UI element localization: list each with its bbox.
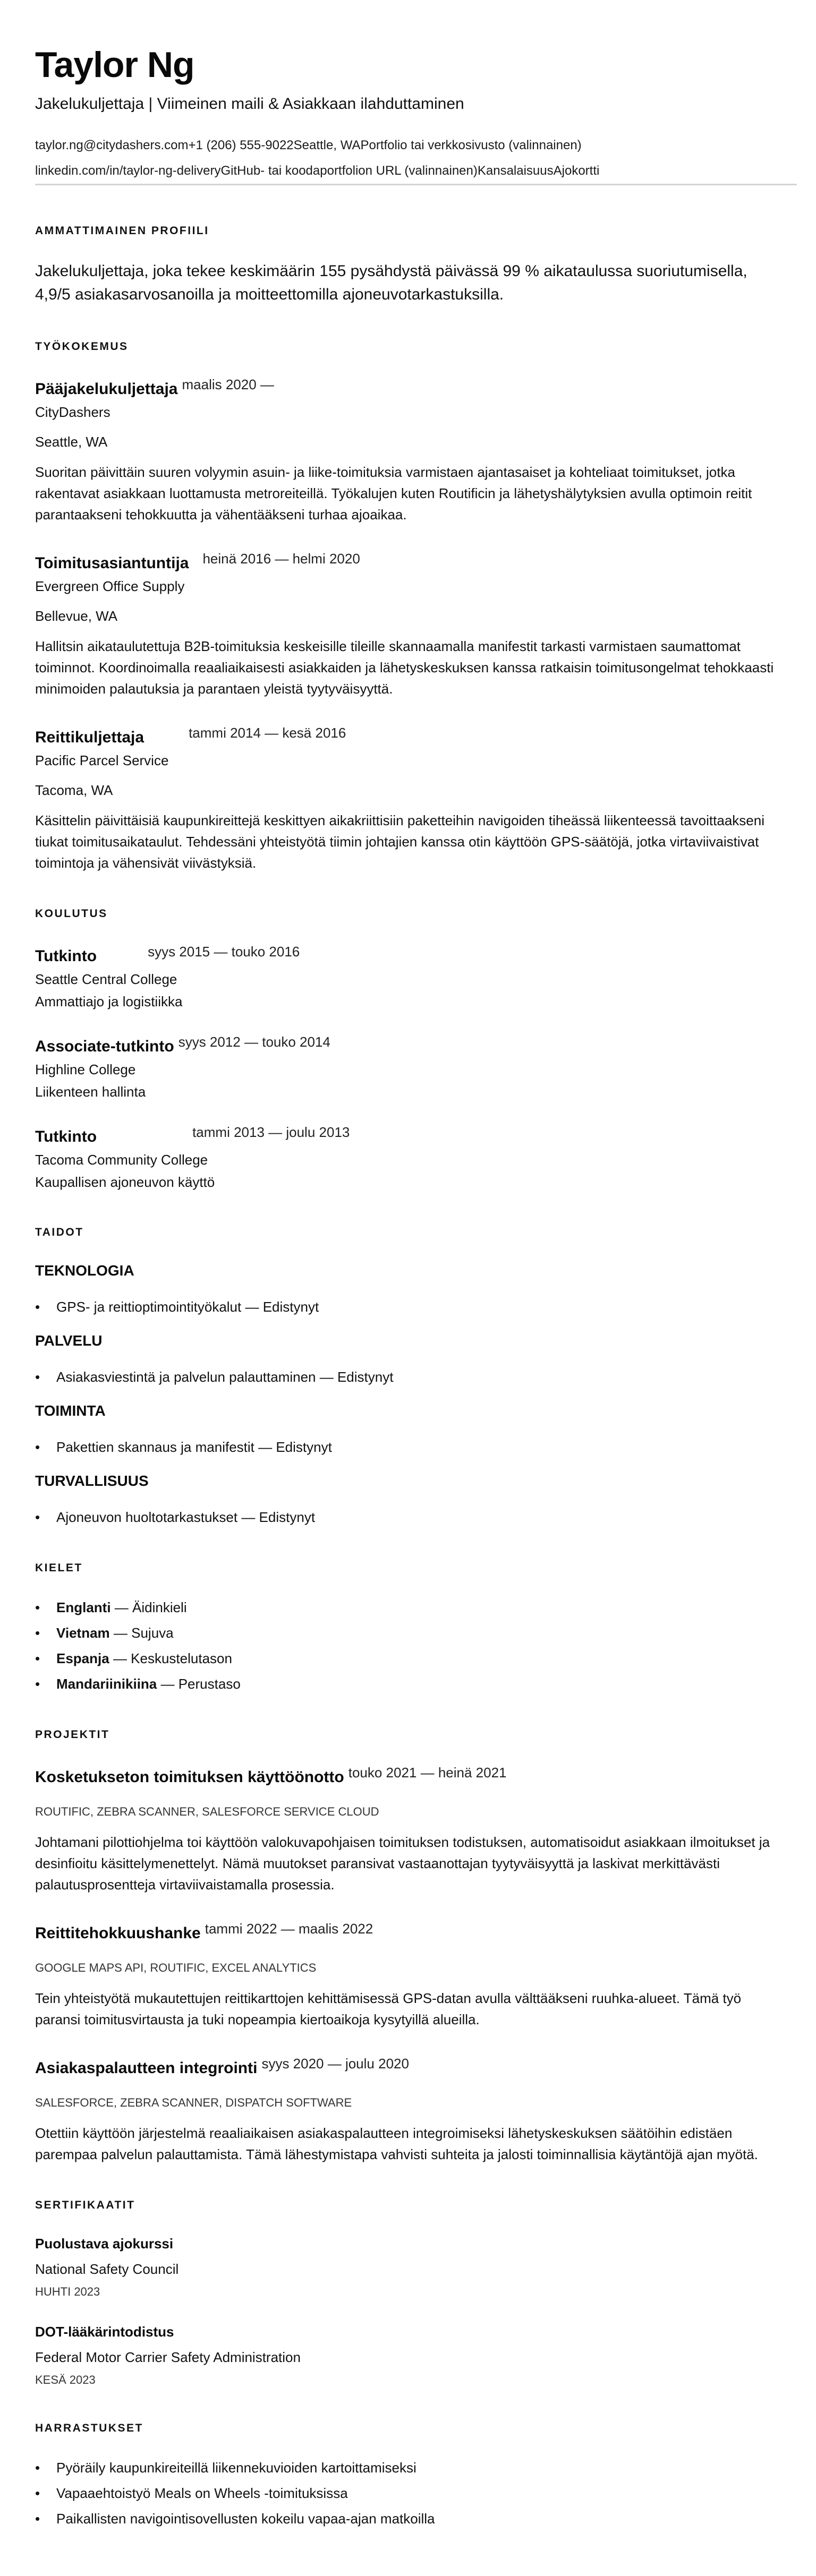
skills-section: [35, 1225, 781, 1528]
section-title-skills: TAIDOT: [35, 1226, 84, 1238]
project-dates: tammi 2022 — maalis 2022: [205, 1921, 373, 1937]
project-entry: [35, 2055, 781, 2165]
skill-group-operations: [35, 1401, 781, 1458]
contact-line-1: [35, 136, 781, 155]
job-description: Hallitsin aikataulutettuja B2B-toimituksia keskeisille tileille skannaamalla manifestit tarkasti varmistaen saumattomat toiminnot. Koordinoimalla reaaliaikaisesti asiakkaiden ja lähetyskeskuksen kanssa ratkaisin toimitusongelmat tehokkaasti minimoiden palautuksia ja parantaen yleistä tyytyväisyyttä.: [35, 638, 774, 697]
language-item: [56, 1648, 781, 1669]
language-level: — Keskustelutason: [109, 1650, 232, 1666]
field-of-study: Kaupallisen ajoneuvon käyttö: [35, 1174, 215, 1190]
section-title-hobbies: HARRASTUKSET: [35, 2422, 143, 2434]
job-location: Bellevue, WA: [35, 608, 118, 624]
certification-date: HUHTI 2023: [35, 2285, 100, 2298]
field-of-study: Ammattiajo ja logistiikka: [35, 994, 183, 1009]
projects-section: [35, 1727, 781, 2165]
section-title-projects: PROJEKTIT: [35, 1728, 110, 1741]
skill-group-safety: [35, 1471, 781, 1528]
skill-category: PALVELU: [35, 1332, 103, 1349]
section-title-certifications: SERTIFIKAATIT: [35, 2199, 135, 2211]
skill-item: • Asiakasviestintä ja palvelun palauttaminen — Edistynyt: [56, 1366, 781, 1388]
certification-entry: [35, 2234, 781, 2300]
language-name: Englanti: [56, 1599, 111, 1615]
language-item: [56, 1622, 781, 1644]
job-dates: tammi 2014 — kesä 2016: [189, 725, 346, 741]
degree-title: Associate-tutkinto: [35, 1038, 174, 1055]
degree-dates: tammi 2013 — joulu 2013: [192, 1124, 350, 1140]
job-title: Toimitusasiantuntija: [35, 554, 189, 572]
skill-item: • Pakettien skannaus ja manifestit — Edistynyt: [56, 1436, 781, 1458]
certifications-section: [35, 2198, 781, 2388]
education-entry: [35, 1123, 781, 1192]
project-tech: ROUTIFIC, ZEBRA SCANNER, SALESFORCE SERVICE CLOUD: [35, 1805, 379, 1818]
contact-location: Seattle, WA: [293, 138, 361, 152]
language-item: [56, 1597, 781, 1618]
education-entry: [35, 1033, 781, 1102]
section-title-experience: TYÖKOKEMUS: [35, 340, 129, 353]
skill-list: [35, 1436, 781, 1458]
skill-group-technology: [35, 1261, 781, 1317]
hobby-list: [35, 2457, 781, 2529]
school-name: Tacoma Community College: [35, 1152, 208, 1168]
skill-category: TOIMINTA: [35, 1402, 106, 1419]
hobbies-section: [35, 2421, 781, 2529]
certification-date: KESÄ 2023: [35, 2373, 96, 2386]
job-dates: heinä 2016 — helmi 2020: [202, 551, 360, 567]
language-name: Espanja: [56, 1650, 109, 1666]
contact-license: Ajokortti: [553, 164, 600, 178]
project-name: Asiakaspalautteen integrointi: [35, 2059, 258, 2077]
project-description: Johtamani pilottiohjelma toi käyttöön valokuvapohjaisen toimituksen todistuksen, automatisoidut asiakkaan ilmoitukset ja desinfioitu käsittelymenettelyt. Nämä muutokset paransivat vastaanottajan tyytyväisyyttä ja laskivat merkittävästi palautusprosentteja virtaviivaistamalla prosessia.: [35, 1834, 770, 1893]
field-of-study: Liikenteen hallinta: [35, 1084, 146, 1100]
project-dates: syys 2020 — joulu 2020: [261, 2056, 409, 2072]
skill-category: TURVALLISUUS: [35, 1473, 149, 1489]
skill-list: [35, 1366, 781, 1388]
job-dates: maalis 2020 —: [182, 376, 274, 392]
language-level: — Perustaso: [157, 1676, 241, 1692]
job-company: Evergreen Office Supply: [35, 578, 185, 594]
hobby-item: • Pyöräily kaupunkireiteillä liikennekuvioiden kartoittamiseksi: [56, 2457, 781, 2478]
contact-info: [35, 136, 781, 181]
skill-list: [35, 1296, 781, 1317]
job-location: Tacoma, WA: [35, 782, 113, 798]
contact-github[interactable]: GitHub- tai koodaportfolion URL (valinnainen): [220, 164, 478, 178]
contact-phone[interactable]: +1 (206) 555-9022: [188, 138, 294, 152]
project-dates: touko 2021 — heinä 2021: [348, 1765, 507, 1781]
degree-title: Tutkinto: [35, 1128, 97, 1145]
experience-entry: [35, 375, 781, 525]
section-title-education: KOULUTUS: [35, 908, 108, 920]
hobby-item: • Vapaaehtoistyö Meals on Wheels -toimituksissa: [56, 2483, 781, 2504]
skill-category: TEKNOLOGIA: [35, 1262, 134, 1279]
skill-item: • Ajoneuvon huoltotarkastukset — Edistynyt: [56, 1507, 781, 1528]
job-company: Pacific Parcel Service: [35, 752, 169, 768]
certification-issuer: Federal Motor Carrier Safety Administration: [35, 2349, 301, 2365]
hobby-item: • Paikallisten navigointisovellusten kokeilu vapaa-ajan matkoilla: [56, 2508, 781, 2529]
headline: Jakelukuljettaja | Viimeinen maili & Asiakkaan ilahduttaminen: [35, 95, 464, 113]
project-tech: SALESFORCE, ZEBRA SCANNER, DISPATCH SOFTWARE: [35, 2096, 352, 2109]
job-location: Seattle, WA: [35, 434, 108, 450]
section-title-languages: KIELET: [35, 1562, 83, 1574]
language-list: [35, 1597, 781, 1694]
experience-section: [35, 339, 781, 874]
language-name: Vietnam: [56, 1625, 110, 1641]
job-title: Reittikuljettaja: [35, 729, 144, 746]
candidate-name: Taylor Ng: [35, 45, 194, 85]
contact-line-2: [35, 161, 781, 181]
skill-item: • GPS- ja reittioptimointityökalut — Edistynyt: [56, 1296, 781, 1317]
project-description: Otettiin käyttöön järjestelmä reaaliaikaisen asiakaspalautteen integroimiseksi lähetyskeskuksen säätöihin edistäen parempaa palvelun palauttamista. Tämä lähestymistapa vahvisti suhteita ja jalosti toiminnallisia käytäntöjä ajan myötä.: [35, 2125, 758, 2162]
project-description: Tein yhteistyötä mukautettujen reittikarttojen kehittämisessä GPS-datan avulla välttääkseni ruuhka-alueet. Tämä työ paransi toimitusvirtausta ja tuki nopeampia kiertoaikoja kysytyillä alueilla.: [35, 1990, 742, 2027]
job-title: Pääjakelukuljettaja: [35, 380, 178, 398]
project-name: Kosketukseton toimituksen käyttöönotto: [35, 1768, 344, 1786]
certification-name: DOT-lääkärintodistus: [35, 2324, 174, 2340]
degree-title: Tutkinto: [35, 947, 97, 965]
contact-email[interactable]: taylor.ng@citydashers.com: [35, 138, 189, 152]
degree-dates: syys 2015 — touko 2016: [148, 944, 300, 960]
school-name: Seattle Central College: [35, 971, 177, 987]
experience-entry: [35, 550, 781, 699]
certification-entry: [35, 2322, 781, 2388]
project-name: Reittitehokkuushanke: [35, 1924, 201, 1942]
education-section: [35, 906, 781, 1192]
certification-name: Puolustava ajokurssi: [35, 2236, 174, 2252]
language-name: Mandariinikiina: [56, 1676, 157, 1692]
contact-linkedin[interactable]: linkedin.com/in/taylor-ng-delivery: [35, 164, 221, 178]
profile-section: [35, 224, 781, 306]
degree-dates: syys 2012 — touko 2014: [178, 1034, 330, 1050]
project-entry: [35, 1764, 781, 1895]
contact-citizenship: Kansalaisuus: [477, 164, 554, 178]
section-title-profile: AMMATTIMAINEN PROFIILI: [35, 225, 209, 237]
language-level: — Äidinkieli: [110, 1599, 187, 1615]
skill-group-service: [35, 1331, 781, 1388]
job-company: CityDashers: [35, 404, 110, 420]
experience-entry: [35, 724, 781, 874]
language-item: [56, 1673, 781, 1694]
education-entry: [35, 943, 781, 1012]
school-name: Highline College: [35, 1062, 136, 1077]
certification-issuer: National Safety Council: [35, 2261, 179, 2277]
header-divider: [35, 184, 797, 185]
project-entry: [35, 1920, 781, 2030]
language-level: — Sujuva: [109, 1625, 174, 1641]
languages-section: [35, 1561, 781, 1694]
resume-header: [35, 44, 781, 185]
job-description: Käsittelin päivittäisiä kaupunkireittejä keskittyen aikakriittisiin paketteihin navigoiden tiheässä liikenteessä tavoittaakseni tiukat toimitusaikataulut. Tehdessäni yhteistyötä tiimin johtajien kanssa otin käyttöön GPS-säätöjä, jotka virtaviivaistivat toimintoja ja vähensivät viivästyksiä.: [35, 812, 764, 871]
contact-portfolio[interactable]: Portfolio tai verkkosivusto (valinnainen): [360, 138, 582, 152]
project-tech: GOOGLE MAPS API, ROUTIFIC, EXCEL ANALYTICS: [35, 1961, 317, 1974]
skill-list: [35, 1507, 781, 1528]
profile-summary: Jakelukuljettaja, joka tekee keskimäärin 155 pysähdystä päivässä 99 % aikataulussa suoriutumisella, 4,9/5 asiakasarvosanoilla ja moitteettomilla ajoneuvotarkastuksilla.: [35, 262, 747, 303]
job-description: Suoritan päivittäin suuren volyymin asuin- ja liike-toimituksia varmistaen ajantasaiset ja kohteliaat toimitukset, jotka rakentavat asiakkaan luottamusta metroreiteillä. Työkalujen kuten Routificin ja lähetyshälytyksien avulla optimoin reitit parantaakseni tehokkuutta ja vähentääkseni turhaa ajoaikaa.: [35, 464, 752, 523]
